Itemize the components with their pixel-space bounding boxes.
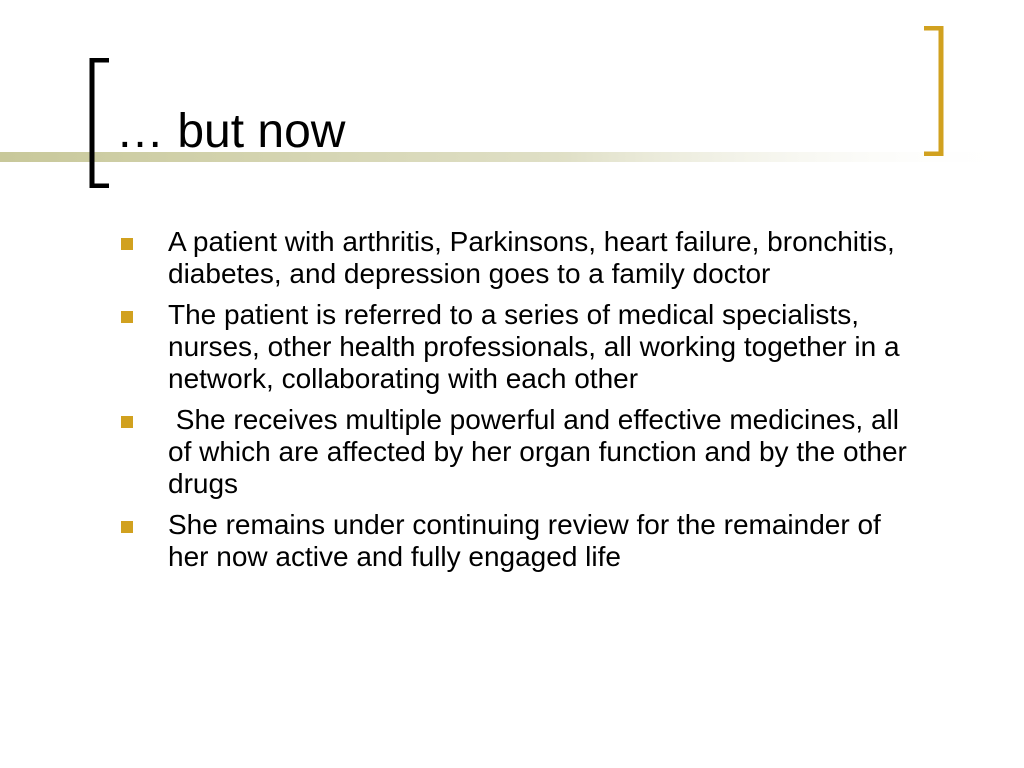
- bullet-text: She receives multiple powerful and effective medicines, all of which are affected by her organ function and by the other drugs: [168, 404, 915, 499]
- bullet-text: The patient is referred to a series of medical specialists, nurses, other health professionals, all working together in a network, collaborating with each other: [168, 299, 908, 394]
- bullet-item: [116, 404, 926, 500]
- square-bullet-icon: [121, 311, 133, 323]
- bullet-item: [116, 509, 926, 573]
- bullet-text: A patient with arthritis, Parkinsons, heart failure, bronchitis, diabetes, and depression goes to a family doctor: [168, 226, 903, 289]
- bullet-item: [116, 299, 926, 395]
- slide-title: … but now: [116, 105, 346, 158]
- square-bullet-icon: [121, 238, 133, 250]
- square-bullet-icon: [121, 416, 133, 428]
- bullet-text: She remains under continuing review for the remainder of her now active and fully engaged life: [168, 509, 889, 572]
- left-bracket-icon: [87, 58, 111, 188]
- bullet-list: [116, 226, 926, 582]
- right-bracket-icon: [922, 26, 946, 156]
- bullet-item: [116, 226, 926, 290]
- square-bullet-icon: [121, 521, 133, 533]
